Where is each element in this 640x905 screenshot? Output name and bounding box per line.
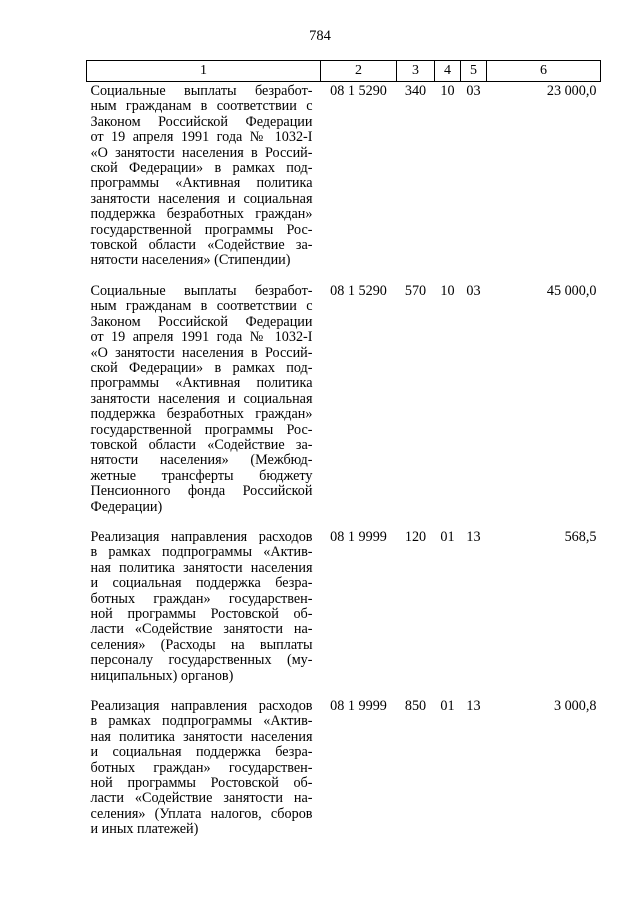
description-line: Пенсионного фонда Российской: [90, 483, 313, 500]
row-code: 08 1 5290: [330, 282, 387, 299]
row-section: 01: [440, 698, 455, 715]
description-line: ная политика занятости населения: [90, 728, 313, 745]
description-line: государственной программы Рос-: [90, 221, 313, 238]
row-subsection: 03: [466, 83, 481, 99]
description-line: ным гражданам в соответствии с: [90, 98, 313, 115]
description-line: ботных граждан» государствен-: [90, 759, 313, 776]
description-line: «О занятости населения в Россий-: [90, 144, 313, 161]
description-line: от 19 апреля 1991 года № 1032-I: [90, 129, 313, 146]
row-subsection: 03: [466, 282, 481, 299]
row-description: [87, 82, 321, 282]
description-line: Законом Российской Федерации: [90, 113, 313, 130]
description-line: товской области «Содействие за-: [90, 436, 313, 453]
row-amount: 568,5: [564, 528, 597, 545]
description-line: и социальная поддержка безра-: [90, 575, 313, 592]
page-number: 784: [309, 28, 331, 44]
table-row: [87, 528, 601, 697]
description-line: поддержка безработных граждан»: [90, 406, 313, 423]
description-line: занятости населения и социальная: [90, 190, 313, 207]
description-line: программы «Активная политика: [90, 175, 313, 192]
column-header-6: 6: [487, 61, 601, 82]
row-section: 10: [440, 282, 455, 299]
description-line: государственной программы Рос-: [90, 421, 313, 438]
budget-table: [86, 60, 601, 851]
table-row: [87, 82, 601, 282]
description-line: в рамках подпрограммы «Актив-: [90, 713, 313, 730]
description-line: ской Федерации» в рамках под-: [90, 160, 313, 177]
description-line: ской Федерации» в рамках под-: [90, 359, 313, 376]
description-line: селения» (Уплата налогов, сборов: [90, 805, 313, 822]
description-line: нятости населения» (Стипендии): [90, 252, 291, 269]
table-row: [87, 282, 601, 528]
column-header-5: 5: [461, 61, 487, 82]
row-code: 08 1 9999: [330, 528, 387, 545]
description-line: ниципальных) органов): [90, 667, 234, 684]
row-subsection: 13: [466, 698, 481, 715]
description-line: Федерации): [90, 498, 163, 515]
description-line: от 19 апреля 1991 года № 1032-I: [90, 329, 313, 346]
description-line: персоналу государственных (му-: [90, 652, 313, 669]
description-line: Социальные выплаты безработ-: [90, 83, 313, 99]
row-section: 10: [440, 83, 455, 99]
description-line: ласти «Содействие занятости на-: [90, 621, 313, 638]
column-header-2: 2: [321, 61, 397, 82]
description-line: ботных граждан» государствен-: [90, 590, 313, 607]
description-line: селения» (Расходы на выплаты: [90, 636, 313, 653]
description-line: Реализация направления расходов: [90, 528, 313, 545]
description-line: и социальная поддержка безра-: [90, 744, 313, 761]
description-line: Реализация направления расходов: [90, 698, 313, 715]
column-header-3: 3: [397, 61, 435, 82]
row-type-code: 340: [404, 83, 427, 99]
table-row: [87, 697, 601, 851]
description-line: программы «Активная политика: [90, 375, 313, 392]
description-line: жетные трансферты бюджету: [90, 467, 313, 484]
column-header-4: 4: [435, 61, 461, 82]
row-type-code: 570: [404, 282, 427, 299]
row-type-code: 120: [404, 528, 427, 545]
row-section: 01: [440, 528, 455, 545]
row-code: 08 1 5290: [330, 83, 387, 99]
description-line: товской области «Содействие за-: [90, 237, 313, 254]
description-line: ной программы Ростовской об-: [90, 775, 313, 792]
description-line: «О занятости населения в Россий-: [90, 344, 313, 361]
description-line: ным гражданам в соответствии с: [90, 298, 313, 315]
description-line: Законом Российской Федерации: [90, 313, 313, 330]
description-line: ной программы Ростовской об-: [90, 606, 313, 622]
row-amount: 45 000,0: [546, 282, 597, 299]
row-description: [87, 282, 321, 528]
description-line: ная политика занятости населения: [90, 559, 313, 576]
row-description: [87, 697, 321, 851]
row-type-code: 850: [404, 698, 427, 715]
description-line: нятости населения» (Межбюд-: [90, 452, 313, 469]
table-header-row: [87, 61, 601, 82]
row-subsection: 13: [466, 528, 481, 545]
row-description: [87, 528, 321, 697]
description-line: занятости населения и социальная: [90, 390, 313, 407]
row-amount: 3 000,8: [553, 698, 597, 715]
description-line: Социальные выплаты безработ-: [90, 282, 313, 299]
description-line: и иных платежей): [90, 821, 199, 838]
row-code: 08 1 9999: [330, 698, 387, 715]
description-line: в рамках подпрограммы «Актив-: [90, 544, 313, 561]
column-header-1: 1: [87, 61, 321, 82]
description-line: ласти «Содействие занятости на-: [90, 790, 313, 807]
description-line: поддержка безработных граждан»: [90, 206, 313, 223]
row-amount: 23 000,0: [546, 83, 597, 99]
